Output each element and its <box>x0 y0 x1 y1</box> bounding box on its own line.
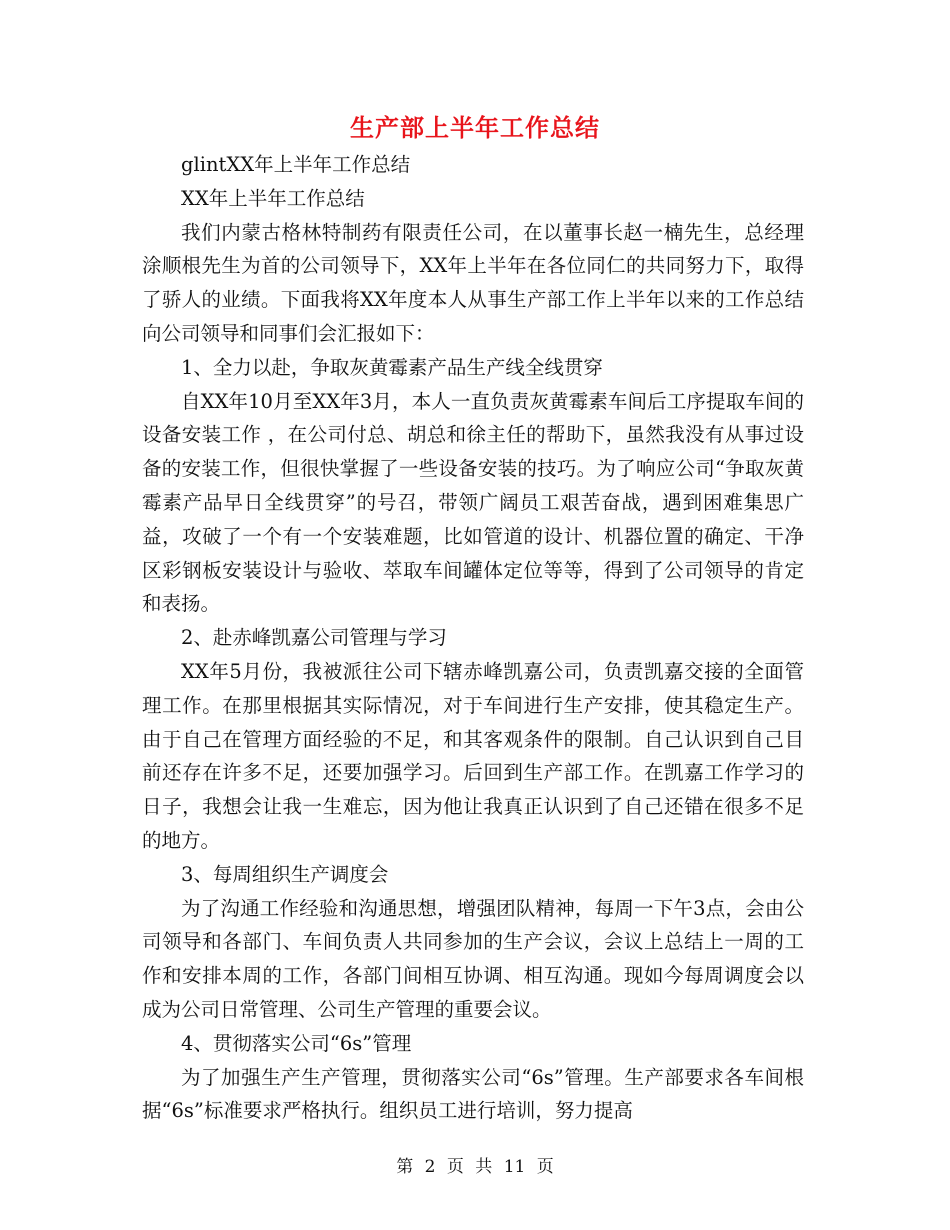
paragraph-section-1: 自XX年10月至XX年3月，本人一直负责灰黄霉素车间后工序提取车间的设备安装工作 ，在公司付总、胡总和徐主任的帮助下，虽然我没有从事过设备的安装工作，但很快掌握了一些设备安装的技巧。为了响应公司“争取灰黄霉素产品早日全线贯穿”的号召，带领广阔员工艰苦奋战，遇到困难集思广益，攻破了一个有一个安装难题，比如管道的设计、机器位置的确定、干净区彩钢板安装设计与验收、萃取车间罐体定位等等，得到了公司领导的肯定和表扬。 <box>142 389 804 616</box>
paragraph-section-2: XX年5月份，我被派往公司下辖赤峰凯嘉公司，负责凯嘉交接的全面管理工作。在那里根据其实际情况，对于车间进行生产安排，使其稳定生产。由于自己在管理方面经验的不足，和其客观条件的限制。自己认识到自己目前还存在许多不足，还要加强学习。后回到生产部工作。在凯嘉工作学习的日子，我想会让我一生难忘，因为他让我真正认识到了自己还错在很多不足的地方。 <box>142 659 804 852</box>
section-heading-4: 4、贯彻落实公司“6s”管理 <box>181 1031 412 1055</box>
paragraph-subtitle-1: glintXX年上半年工作总结 <box>181 153 411 176</box>
page-footer: 第 2 页 共 11 页 <box>396 1157 554 1177</box>
section-heading-1: 1、全力以赴，争取灰黄霉素产品生产线全线贯穿 <box>181 355 603 379</box>
paragraph-subtitle-2: XX年上半年工作总结 <box>181 186 365 210</box>
paragraph-section-3: 为了沟通工作经验和沟通思想，增强团队精神，每周一下午3点，会由公司领导和各部门、车间负责人共同参加的生产会议，会议上总结上一周的工作和安排本周的工作，各部门间相互协调、相互沟通。现如今每周调度会以成为公司日常管理、公司生产管理的重要会议。 <box>142 896 804 1021</box>
document-title: 生产部上半年工作总结 <box>350 113 600 142</box>
paragraph-intro: 我们内蒙古格林特制药有限责任公司，在以董事长赵一楠先生，总经理涂顺根先生为首的公司领导下，XX年上半年在各位同仁的共同努力下，取得了骄人的业绩。下面我将XX年度本人从事生产部工作上半年以来的工作总结向公司领导和同事们会汇报如下： <box>142 220 804 345</box>
section-heading-2: 2、赴赤峰凯嘉公司管理与学习 <box>181 626 447 650</box>
document-body <box>142 148 804 1128</box>
section-heading-3: 3、每周组织生产调度会 <box>181 862 389 886</box>
paragraph-section-4: 为了加强生产生产管理，贯彻落实公司“6s”管理。生产部要求各车间根据“6s”标准要求严格执行。组织员工进行培训，努力提高 <box>142 1065 804 1123</box>
